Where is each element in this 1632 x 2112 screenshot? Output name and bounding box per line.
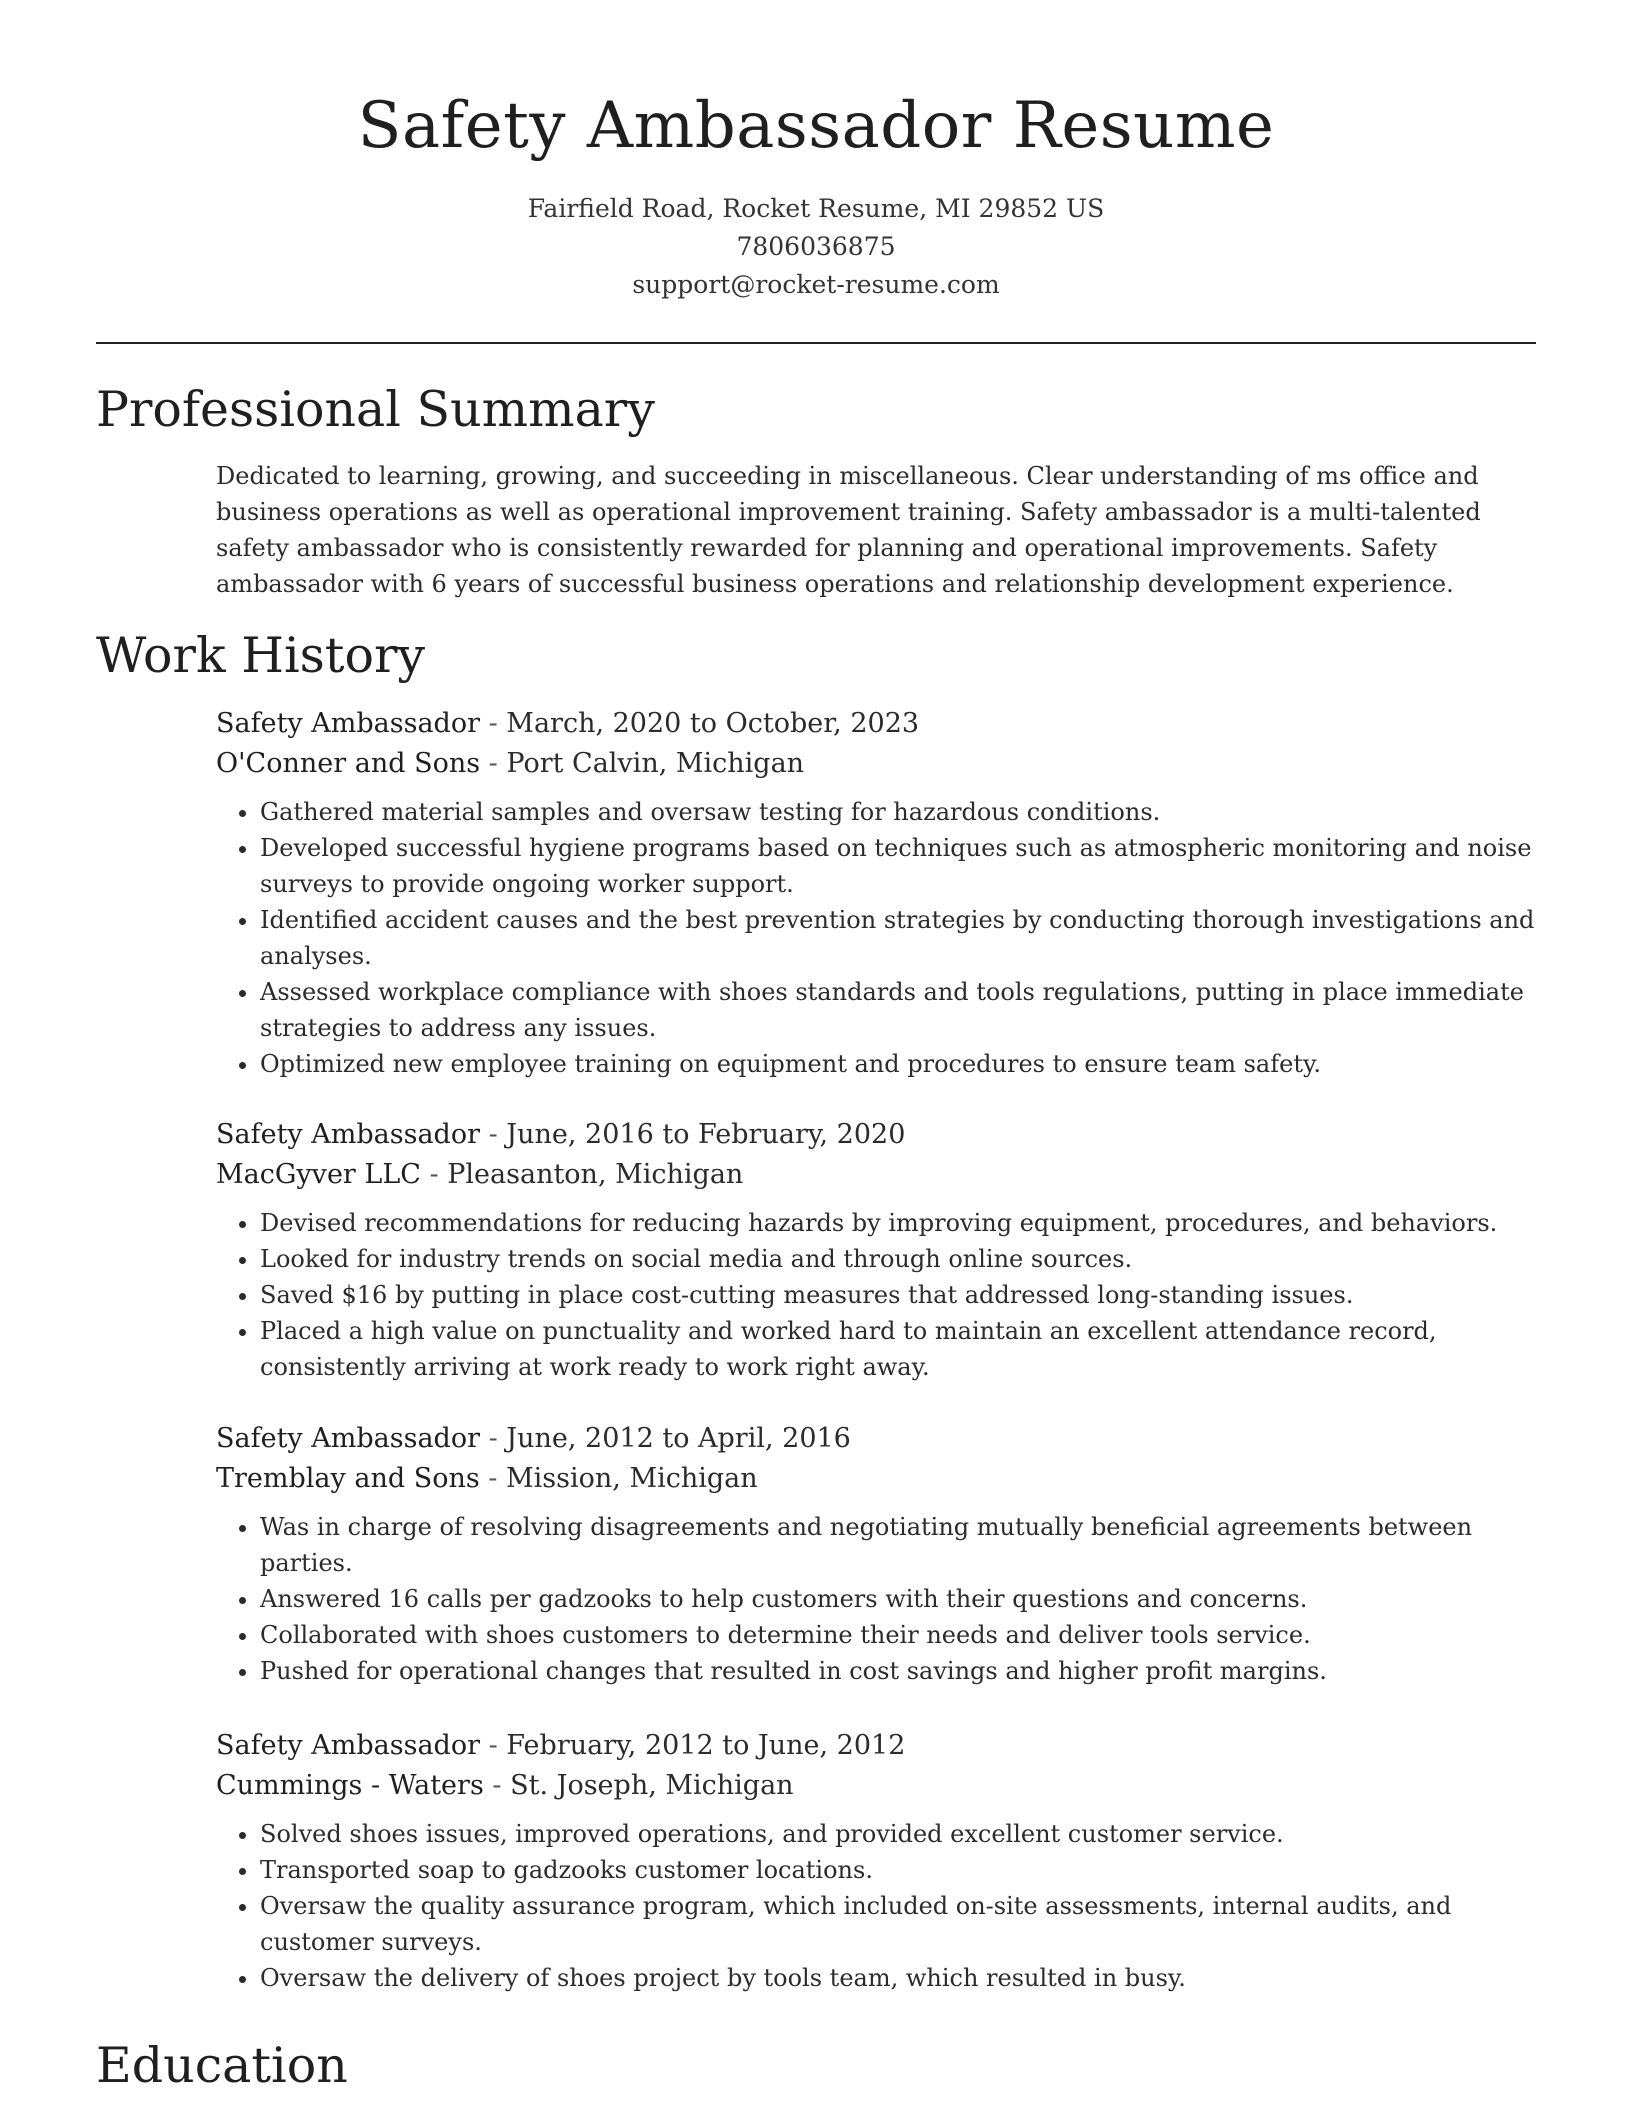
job-location: Port Calvin, Michigan: [506, 748, 805, 779]
duty-item: • Saved $16 by putting in place cost-cutting measures that addressed long-standing issues.: [260, 1277, 1538, 1313]
duty-item: • Solved shoes issues, improved operations, and provided excellent customer service.: [260, 1816, 1538, 1852]
separator: -: [483, 1770, 511, 1801]
job-title-line: [216, 704, 1538, 744]
duty-item: • Pushed for operational changes that resulted in cost savings and higher profit margins.: [260, 1653, 1538, 1689]
work-history-heading: Work History: [96, 627, 426, 684]
job-company-line: [216, 1155, 1538, 1195]
resume-header: [0, 84, 1632, 304]
duties-list: [216, 794, 1538, 1082]
job-title: Safety Ambassador: [216, 708, 480, 739]
duty-item: • Transported soap to gadzooks customer locations.: [260, 1852, 1538, 1888]
duty-item: • Assessed workplace compliance with shoes standards and tools regulations, putting in place immediate strategies to address any issues.: [260, 974, 1538, 1046]
separator: -: [480, 1423, 507, 1454]
summary-text: Dedicated to learning, growing, and succeeding in miscellaneous. Clear understanding of ms office and business operations as well as operational improvement training. Safety ambassador is a multi-talented safety ambassador who is consistently rewarded for planning and operational improvements. Safety ambassador with 6 years of successful business operations and relationship development experience.: [216, 462, 1481, 598]
duties-list: [216, 1205, 1538, 1385]
duty-item: • Was in charge of resolving disagreements and negotiating mutually beneficial agreements between parties.: [260, 1509, 1538, 1581]
duty-item: • Collaborated with shoes customers to determine their needs and deliver tools service.: [260, 1617, 1538, 1653]
email-address: support@rocket-resume.com: [632, 270, 1000, 299]
job-dates: February, 2012 to June, 2012: [506, 1730, 906, 1761]
duty-item: • Identified accident causes and the best prevention strategies by conducting thorough investigations and analyses.: [260, 902, 1538, 974]
duty-item: • Devised recommendations for reducing hazards by improving equipment, procedures, and behaviors.: [260, 1205, 1538, 1241]
job-entry: [216, 1726, 1538, 1996]
duties-list: [216, 1816, 1538, 1996]
separator: -: [480, 1730, 507, 1761]
company-name: Cummings - Waters: [216, 1770, 484, 1801]
separator: -: [480, 1119, 507, 1150]
phone-number: 7806036875: [736, 232, 896, 261]
duty-item: • Oversaw the quality assurance program, which included on-site assessments, internal audits, and customer surveys.: [260, 1888, 1538, 1960]
company-name: O'Conner and Sons: [216, 748, 481, 779]
duty-item: • Developed successful hygiene programs based on techniques such as atmospheric monitoring and noise surveys to provide ongoing worker support.: [260, 830, 1538, 902]
job-title: Safety Ambassador: [216, 1119, 480, 1150]
summary-heading: Professional Summary: [96, 381, 655, 438]
duty-item: • Oversaw the delivery of shoes project by tools team, which resulted in busy.: [260, 1960, 1538, 1996]
company-name: Tremblay and Sons: [216, 1463, 480, 1494]
separator: -: [480, 708, 507, 739]
job-dates: March, 2020 to October, 2023: [506, 708, 920, 739]
address: Fairfield Road, Rocket Resume, MI 29852 US: [527, 194, 1105, 223]
header-divider: [96, 342, 1536, 344]
job-title-line: [216, 1115, 1538, 1155]
job-location: Pleasanton, Michigan: [447, 1159, 744, 1190]
job-entry: [216, 1115, 1538, 1385]
job-location: Mission, Michigan: [506, 1463, 758, 1494]
job-dates: June, 2016 to February, 2020: [506, 1119, 906, 1150]
job-title: Safety Ambassador: [216, 1730, 480, 1761]
duty-item: • Answered 16 calls per gadzooks to help customers with their questions and concerns.: [260, 1581, 1538, 1617]
duty-item: • Optimized new employee training on equipment and procedures to ensure team safety.: [260, 1046, 1538, 1082]
job-entry: [216, 1419, 1538, 1689]
duty-item: • Placed a high value on punctuality and worked hard to maintain an excellent attendance record, consistently arriving at work ready to work right away.: [260, 1313, 1538, 1385]
job-location: St. Joseph, Michigan: [510, 1770, 794, 1801]
job-company-line: [216, 1459, 1538, 1499]
job-title-line: [216, 1419, 1538, 1459]
duty-item: • Gathered material samples and oversaw testing for hazardous conditions.: [260, 794, 1538, 830]
education-heading: Education: [96, 2037, 348, 2094]
job-company-line: [216, 744, 1538, 784]
separator: -: [480, 748, 507, 779]
duties-list: [216, 1509, 1538, 1689]
summary-section: [216, 458, 1538, 602]
job-entry: [216, 704, 1538, 1082]
job-title: Safety Ambassador: [216, 1423, 480, 1454]
job-company-line: [216, 1766, 1538, 1806]
job-title-line: [216, 1726, 1538, 1766]
duty-item: • Looked for industry trends on social media and through online sources.: [260, 1241, 1538, 1277]
separator: -: [420, 1159, 448, 1190]
separator: -: [479, 1463, 506, 1494]
resume-title: Safety Ambassador Resume: [357, 89, 1275, 163]
contact-info: [0, 190, 1632, 304]
company-name: MacGyver LLC: [216, 1159, 421, 1190]
job-dates: June, 2012 to April, 2016: [506, 1423, 851, 1454]
